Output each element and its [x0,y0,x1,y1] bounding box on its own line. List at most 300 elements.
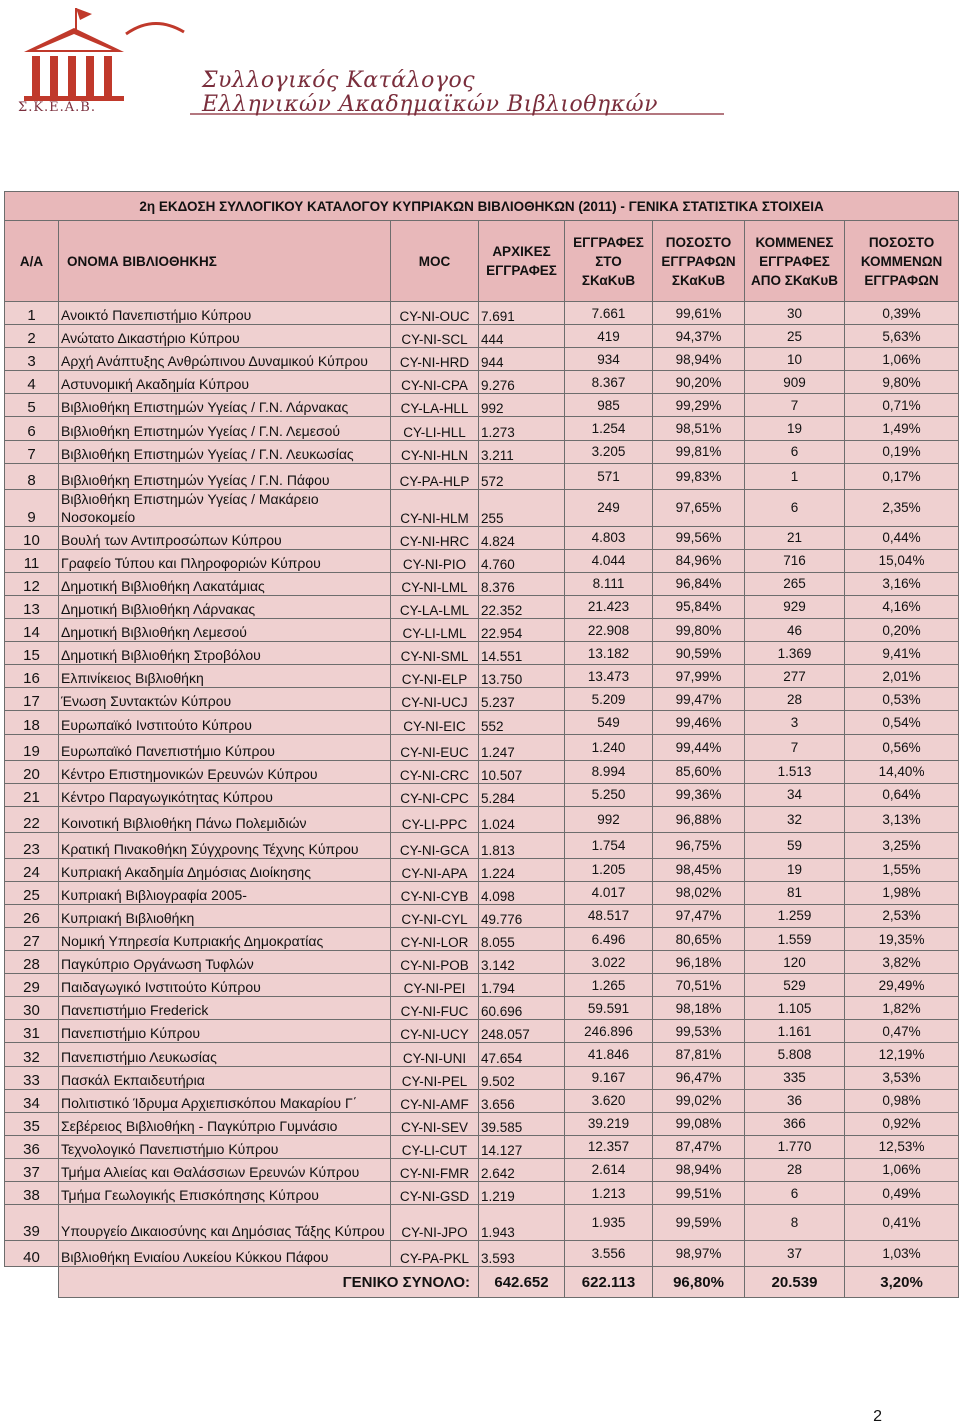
catalog-records: 1.754 [565,832,653,858]
initial-records: 255 [479,489,565,526]
table-row [5,951,959,974]
moc-code: CY-NI-CPA [391,371,479,394]
cut-records: 59 [745,832,845,858]
cut-percent: 0,39% [845,302,959,325]
initial-records: 3.211 [479,440,565,463]
library-name: Γραφείο Τύπου και Πληροφοριών Κύπρου [59,549,391,572]
initial-records: 22.954 [479,619,565,642]
catalog-records: 7.661 [565,302,653,325]
catalog-records: 5.209 [565,688,653,711]
cut-records: 120 [745,951,845,974]
cut-percent: 0,49% [845,1182,959,1205]
initial-records: 552 [479,711,565,734]
moc-code: CY-NI-HRC [391,526,479,549]
catalog-records: 8.111 [565,572,653,595]
catalog-records: 1.205 [565,858,653,881]
catalog-records: 934 [565,348,653,371]
library-name: Νομική Υπηρεσία Κυπριακής Δημοκρατίας [59,927,391,950]
moc-code: CY-NI-GSD [391,1182,479,1205]
table-row [5,832,959,858]
cut-records: 335 [745,1066,845,1089]
initial-records: 7.691 [479,302,565,325]
library-name: Αρχή Ανάπτυξης Ανθρώπινου Δυναμικού Κύπρου [59,348,391,371]
catalog-records: 1.254 [565,417,653,440]
cut-percent: 0,41% [845,1205,959,1241]
catalog-records: 4.803 [565,526,653,549]
row-number: 18 [5,711,59,734]
moc-code: CY-NI-SML [391,642,479,665]
records-percent: 99,80% [653,619,745,642]
library-name: Κυπριακή Βιβλιογραφία 2005- [59,881,391,904]
table-row [5,881,959,904]
catalog-records: 59.591 [565,997,653,1020]
cut-percent: 3,82% [845,951,959,974]
table-row [5,734,959,760]
library-name: Κέντρο Επιστημονικών Ερευνών Κύπρου [59,760,391,783]
table-row [5,1112,959,1135]
moc-code: CY-NI-JPO [391,1205,479,1241]
records-percent: 99,83% [653,463,745,489]
cut-percent: 0,47% [845,1020,959,1043]
initial-records: 4.824 [479,526,565,549]
row-number: 27 [5,927,59,950]
table-row [5,1205,959,1241]
table-row [5,1135,959,1158]
records-percent: 96,88% [653,806,745,832]
moc-code: CY-NI-SEV [391,1112,479,1135]
column-header: ΠΟΣΟΣΤΟ ΕΓΓΡΑΦΩΝ ΣΚαΚυΒ [653,221,745,302]
catalog-records: 2.614 [565,1158,653,1181]
catalog-records: 48.517 [565,904,653,927]
records-percent: 97,99% [653,665,745,688]
initial-records: 4.098 [479,881,565,904]
table-row [5,489,959,526]
cut-records: 277 [745,665,845,688]
table-row [5,526,959,549]
row-number: 2 [5,325,59,348]
library-name: Κρατική Πινακοθήκη Σύγχρονης Τέχνης Κύπρου [59,832,391,858]
initial-records: 1.813 [479,832,565,858]
cut-records: 28 [745,1158,845,1181]
row-number: 14 [5,619,59,642]
row-number: 3 [5,348,59,371]
row-number: 5 [5,394,59,417]
cut-records: 81 [745,881,845,904]
table-row [5,927,959,950]
initial-records: 49.776 [479,904,565,927]
cut-records: 34 [745,783,845,806]
logo [14,4,734,116]
moc-code: CY-NI-HRD [391,348,479,371]
records-percent: 99,59% [653,1205,745,1241]
moc-code: CY-LI-HLL [391,417,479,440]
table-header-row [5,221,959,302]
cut-percent: 4,16% [845,595,959,618]
initial-records: 1.247 [479,734,565,760]
records-percent: 70,51% [653,974,745,997]
row-number: 10 [5,526,59,549]
records-percent: 96,18% [653,951,745,974]
moc-code: CY-NI-UCJ [391,688,479,711]
catalog-records: 3.205 [565,440,653,463]
moc-code: CY-NI-UCY [391,1020,479,1043]
initial-records: 1.273 [479,417,565,440]
moc-code: CY-NI-FMR [391,1158,479,1181]
catalog-records: 1.265 [565,974,653,997]
catalog-records: 1.935 [565,1205,653,1241]
library-name: Ευρωπαϊκό Ινστιτούτο Κύπρου [59,711,391,734]
catalog-records: 9.167 [565,1066,653,1089]
initial-records: 5.237 [479,688,565,711]
library-name: Κέντρο Παραγωγικότητας Κύπρου [59,783,391,806]
library-name: Κυπριακή Ακαδημία Δημόσιας Διοίκησης [59,858,391,881]
table-row [5,997,959,1020]
records-percent: 98,18% [653,997,745,1020]
table-row [5,806,959,832]
row-number: 4 [5,371,59,394]
cut-records: 1.105 [745,997,845,1020]
records-percent: 99,36% [653,783,745,806]
library-name: Τεχνολογικό Πανεπιστήμιο Κύπρου [59,1135,391,1158]
library-name: Ανώτατο Δικαστήριο Κύπρου [59,325,391,348]
library-name: Δημοτική Βιβλιοθήκη Λάρνακας [59,595,391,618]
records-percent: 99,47% [653,688,745,711]
cut-percent: 9,80% [845,371,959,394]
cut-records: 1.369 [745,642,845,665]
row-number: 34 [5,1089,59,1112]
cut-records: 6 [745,489,845,526]
records-percent: 87,47% [653,1135,745,1158]
total-initial: 642.652 [479,1267,565,1298]
table-row [5,904,959,927]
records-percent: 98,94% [653,1158,745,1181]
table-row [5,783,959,806]
table-row [5,371,959,394]
cut-records: 265 [745,572,845,595]
row-number: 26 [5,904,59,927]
records-percent: 80,65% [653,927,745,950]
cut-records: 32 [745,806,845,832]
table-row [5,1066,959,1089]
cut-records: 36 [745,1089,845,1112]
initial-records: 4.760 [479,549,565,572]
cut-records: 909 [745,371,845,394]
records-percent: 98,45% [653,858,745,881]
moc-code: CY-NI-OUC [391,302,479,325]
library-name: Υπουργείο Δικαιοσύνης και Δημόσιας Τάξης Κύπρου [59,1205,391,1241]
library-name: Ένωση Συντακτών Κύπρου [59,688,391,711]
initial-records: 39.585 [479,1112,565,1135]
table-title: 2η ΕΚΔΟΣΗ ΣΥΛΛΟΓΙΚΟΥ ΚΑΤΑΛΟΓΟΥ ΚΥΠΡΙΑΚΩΝ ΒΙΒΛΙΟΘΗΚΩΝ (2011) - ΓΕΝΙΚΑ ΣΤΑΤΙΣΤΙΚΑ ΣΤΟΙΧΕΙΑ [5,192,959,221]
row-number: 9 [5,489,59,526]
moc-code: CY-NI-LML [391,572,479,595]
table-row [5,348,959,371]
library-name: Σεβέρειος Βιβλιοθήκη - Παγκύπριο Γυμνάσιο [59,1112,391,1135]
records-percent: 98,02% [653,881,745,904]
table-row [5,665,959,688]
row-number: 21 [5,783,59,806]
table-row [5,1158,959,1181]
cut-percent: 0,98% [845,1089,959,1112]
table-row [5,394,959,417]
records-percent: 99,81% [653,440,745,463]
row-number: 25 [5,881,59,904]
table-row [5,549,959,572]
moc-code: CY-NI-HLM [391,489,479,526]
catalog-records: 1.240 [565,734,653,760]
row-number: 12 [5,572,59,595]
catalog-records: 8.994 [565,760,653,783]
moc-code: CY-NI-ELP [391,665,479,688]
table-row [5,1020,959,1043]
row-number: 23 [5,832,59,858]
column-header: ΕΓΓΡΑΦΕΣ ΣΤΟ ΣΚαΚυΒ [565,221,653,302]
table-row [5,760,959,783]
initial-records: 1.219 [479,1182,565,1205]
cut-records: 1.161 [745,1020,845,1043]
table-row [5,325,959,348]
records-percent: 99,56% [653,526,745,549]
catalog-records: 6.496 [565,927,653,950]
table-row [5,711,959,734]
moc-code: CY-NI-APA [391,858,479,881]
table-row [5,858,959,881]
cut-records: 30 [745,302,845,325]
library-name: Βιβλιοθήκη Επιστημών Υγείας / Γ.Ν. Λευκωσίας [59,440,391,463]
moc-code: CY-LA-HLL [391,394,479,417]
row-number: 1 [5,302,59,325]
logo-caption: Σ.Κ.Ε.Α.Β. [18,100,96,115]
initial-records: 992 [479,394,565,417]
table-row [5,688,959,711]
cut-percent: 2,53% [845,904,959,927]
total-spacer [5,1267,59,1298]
table-body [5,302,959,1267]
table-row [5,463,959,489]
records-percent: 90,20% [653,371,745,394]
initial-records: 3.142 [479,951,565,974]
initial-records: 9.276 [479,371,565,394]
row-number: 38 [5,1182,59,1205]
moc-code: CY-NI-POB [391,951,479,974]
cut-records: 929 [745,595,845,618]
catalog-records: 3.022 [565,951,653,974]
row-number: 28 [5,951,59,974]
row-number: 22 [5,806,59,832]
cut-records: 3 [745,711,845,734]
initial-records: 60.696 [479,997,565,1020]
cut-percent: 0,56% [845,734,959,760]
catalog-records: 13.182 [565,642,653,665]
initial-records: 1.224 [479,858,565,881]
column-header: ΑΡΧΙΚΕΣ ΕΓΓΡΑΦΕΣ [479,221,565,302]
cut-records: 5.808 [745,1043,845,1066]
cut-percent: 1,82% [845,997,959,1020]
cut-records: 7 [745,394,845,417]
table-row [5,1043,959,1066]
records-percent: 84,96% [653,549,745,572]
moc-code: CY-PA-PKL [391,1241,479,1267]
records-percent: 98,94% [653,348,745,371]
library-name: Τμήμα Αλιείας και Θαλάσσιων Ερευνών Κύπρου [59,1158,391,1181]
cut-records: 19 [745,417,845,440]
library-name: Παιδαγωγικό Ινστιτούτο Κύπρου [59,974,391,997]
catalog-records: 13.473 [565,665,653,688]
catalog-records: 992 [565,806,653,832]
org-name-line-2: Ελληνικών Ακαδημαϊκών Βιβλιοθηκών [202,92,658,117]
initial-records: 1.024 [479,806,565,832]
table-row [5,1089,959,1112]
row-number: 39 [5,1205,59,1241]
cut-percent: 0,64% [845,783,959,806]
cut-percent: 0,71% [845,394,959,417]
library-name: Παγκύπριο Οργάνωση Τυφλών [59,951,391,974]
cut-percent: 9,41% [845,642,959,665]
row-number: 15 [5,642,59,665]
table-row [5,619,959,642]
initial-records: 2.642 [479,1158,565,1181]
cut-records: 19 [745,858,845,881]
table-title-row [5,192,959,221]
catalog-records: 41.846 [565,1043,653,1066]
library-name: Πανεπιστήμιο Λευκωσίας [59,1043,391,1066]
library-name: Πασκάλ Εκπαιδευτήρια [59,1066,391,1089]
cut-percent: 0,92% [845,1112,959,1135]
cut-records: 6 [745,1182,845,1205]
cut-records: 8 [745,1205,845,1241]
cut-percent: 19,35% [845,927,959,950]
cut-percent: 1,06% [845,348,959,371]
table-row [5,974,959,997]
row-number: 37 [5,1158,59,1181]
records-percent: 96,75% [653,832,745,858]
table-row [5,595,959,618]
cut-records: 21 [745,526,845,549]
catalog-records: 3.556 [565,1241,653,1267]
table-row [5,417,959,440]
initial-records: 22.352 [479,595,565,618]
library-name: Πολιτιστικό Ίδρυμα Αρχιεπισκόπου Μακαρίου Γ΄ [59,1089,391,1112]
row-number: 19 [5,734,59,760]
library-name: Ανοικτό Πανεπιστήμιο Κύπρου [59,302,391,325]
library-name: Ευρωπαϊκό Πανεπιστήμιο Κύπρου [59,734,391,760]
library-name: Βουλή των Αντιπροσώπων Κύπρου [59,526,391,549]
moc-code: CY-NI-PEL [391,1066,479,1089]
initial-records: 444 [479,325,565,348]
column-header: ΚΟΜΜΕΝΕΣ ΕΓΓΡΑΦΕΣ ΑΠΟ ΣΚαΚυΒ [745,221,845,302]
cut-percent: 3,16% [845,572,959,595]
catalog-records: 249 [565,489,653,526]
row-number: 32 [5,1043,59,1066]
moc-code: CY-NI-CPC [391,783,479,806]
initial-records: 14.551 [479,642,565,665]
column-header: MOC [391,221,479,302]
library-name: Δημοτική Βιβλιοθήκη Στροβόλου [59,642,391,665]
catalog-records: 12.357 [565,1135,653,1158]
cut-records: 28 [745,688,845,711]
records-percent: 99,46% [653,711,745,734]
records-percent: 94,37% [653,325,745,348]
moc-code: CY-NI-GCA [391,832,479,858]
row-number: 35 [5,1112,59,1135]
statistics-table [4,191,959,1298]
catalog-records: 8.367 [565,371,653,394]
records-percent: 96,84% [653,572,745,595]
moc-code: CY-LI-CUT [391,1135,479,1158]
library-name: Βιβλιοθήκη Επιστημών Υγείας / Γ.Ν. Πάφου [59,463,391,489]
catalog-records: 1.213 [565,1182,653,1205]
moc-code: CY-NI-CYB [391,881,479,904]
cut-percent: 0,54% [845,711,959,734]
cut-records: 1.259 [745,904,845,927]
column-header: Α/Α [5,221,59,302]
catalog-records: 419 [565,325,653,348]
cut-records: 6 [745,440,845,463]
catalog-records: 549 [565,711,653,734]
records-percent: 99,02% [653,1089,745,1112]
cut-percent: 0,53% [845,688,959,711]
library-name: Βιβλιοθήκη Επιστημών Υγείας / Γ.Ν. Λεμεσού [59,417,391,440]
library-name: Ελπινίκειος Βιβλιοθήκη [59,665,391,688]
cut-percent: 0,17% [845,463,959,489]
table-row [5,572,959,595]
row-number: 33 [5,1066,59,1089]
cut-percent: 5,63% [845,325,959,348]
moc-code: CY-NI-CRC [391,760,479,783]
column-header: ΠΟΣΟΣΤΟ ΚΟΜΜΕΝΩΝ ΕΓΓΡΑΦΩΝ [845,221,959,302]
cut-percent: 3,13% [845,806,959,832]
catalog-records: 22.908 [565,619,653,642]
records-percent: 99,08% [653,1112,745,1135]
org-name-line-1: Συλλογικός Κατάλογος [202,68,476,93]
cut-records: 1.559 [745,927,845,950]
moc-code: CY-NI-EIC [391,711,479,734]
table-row [5,1241,959,1267]
initial-records: 8.055 [479,927,565,950]
catalog-records: 3.620 [565,1089,653,1112]
row-number: 40 [5,1241,59,1267]
total-pct-cut: 3,20% [845,1267,959,1298]
moc-code: CY-PA-HLP [391,463,479,489]
library-name: Βιβλιοθήκη Επιστημών Υγείας / Μακάρειο Νοσοκομείο [59,489,391,526]
moc-code: CY-NI-HLN [391,440,479,463]
cut-percent: 0,19% [845,440,959,463]
initial-records: 9.502 [479,1066,565,1089]
records-percent: 99,44% [653,734,745,760]
records-percent: 90,59% [653,642,745,665]
catalog-records: 4.044 [565,549,653,572]
row-number: 16 [5,665,59,688]
catalog-records: 5.250 [565,783,653,806]
row-number: 20 [5,760,59,783]
cut-records: 46 [745,619,845,642]
total-in-catalog: 622.113 [565,1267,653,1298]
initial-records: 3.656 [479,1089,565,1112]
cut-records: 37 [745,1241,845,1267]
column-header: ΟΝΟΜΑ ΒΙΒΛΙΟΘΗΚΗΣ [59,221,391,302]
records-percent: 96,47% [653,1066,745,1089]
catalog-records: 571 [565,463,653,489]
catalog-records: 246.896 [565,1020,653,1043]
initial-records: 13.750 [479,665,565,688]
records-percent: 99,51% [653,1182,745,1205]
row-number: 13 [5,595,59,618]
total-label: ΓΕΝΙΚΟ ΣΥΝΟΛΟ: [59,1267,479,1298]
library-name: Δημοτική Βιβλιοθήκη Λακατάμιας [59,572,391,595]
moc-code: CY-NI-UNI [391,1043,479,1066]
cut-percent: 29,49% [845,974,959,997]
initial-records: 1.794 [479,974,565,997]
